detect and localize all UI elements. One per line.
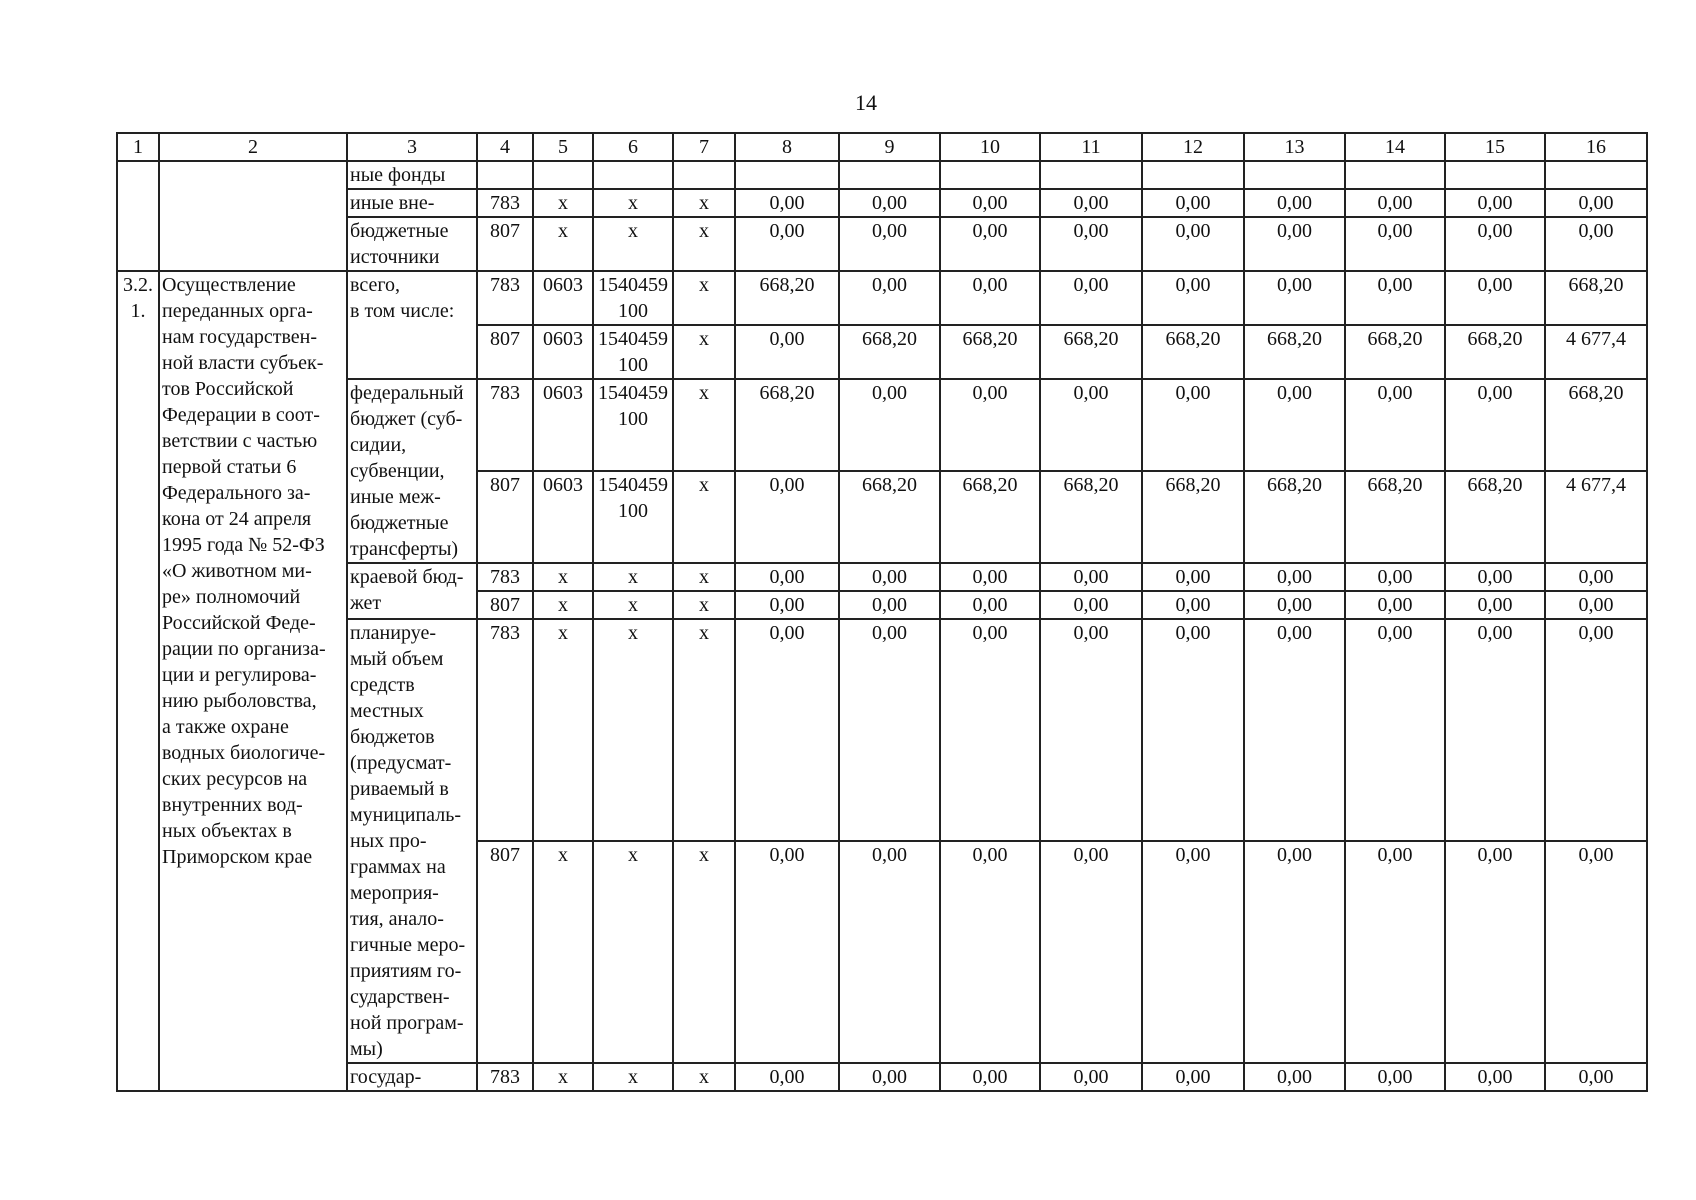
code-cell: 783 — [477, 379, 533, 471]
source-label: бюджетные источники — [347, 217, 477, 271]
amount-cell: 0,00 — [839, 591, 940, 619]
amount-cell: 0,00 — [839, 841, 940, 1063]
empty-cell — [1142, 161, 1244, 189]
amount-cell: 0,00 — [1040, 591, 1142, 619]
amount-cell: 0,00 — [735, 189, 839, 217]
expense-type-cell: х — [673, 471, 735, 563]
source-label: всего, в том числе: — [347, 271, 477, 379]
target-article-cell: х — [593, 217, 673, 271]
amount-cell: 0,00 — [1142, 379, 1244, 471]
target-article-cell: х — [593, 591, 673, 619]
code-cell: 783 — [477, 563, 533, 591]
amount-cell: 668,20 — [1040, 471, 1142, 563]
amount-cell: 0,00 — [1545, 841, 1647, 1063]
source-label: планируе- мый объем средств местных бюджетов (предусмат- риваемый в муниципаль- ных про- граммах на мероприя- тия, анало- гичные меро- приятиям го- сударствен- ной програм- мы) — [347, 619, 477, 1063]
expense-type-cell: х — [673, 217, 735, 271]
amount-cell: 0,00 — [1142, 271, 1244, 325]
amount-cell: 668,20 — [1142, 471, 1244, 563]
target-article-cell: 1540459 100 — [593, 325, 673, 379]
amount-cell: 668,20 — [1244, 325, 1345, 379]
column-header: 6 — [593, 133, 673, 161]
amount-cell: 0,00 — [1545, 619, 1647, 841]
code-cell: 807 — [477, 591, 533, 619]
expense-type-cell: х — [673, 841, 735, 1063]
header-row — [117, 133, 1647, 161]
amount-cell: 0,00 — [839, 189, 940, 217]
column-header: 4 — [477, 133, 533, 161]
expense-type-cell: х — [673, 379, 735, 471]
target-article-cell: 1540459 100 — [593, 271, 673, 325]
amount-cell: 0,00 — [1244, 563, 1345, 591]
amount-cell: 0,00 — [1040, 271, 1142, 325]
item-name: Осуществление переданных орга- нам государствен- ной власти субъек- тов Российской Федерации в соот- ветствии с частью первой статьи 6 Федерального за- кона от 24 апреля 1995 года № 52-ФЗ «О животном ми- ре» полномочий Российской Феде- рации по организа- ции и регулирова- нию рыболовства, а также охране водных биологиче- ских ресурсов на внутренних вод- ных объектах в Приморском крае — [159, 271, 347, 1091]
target-article-cell: 1540459 100 — [593, 379, 673, 471]
amount-cell: 0,00 — [940, 619, 1040, 841]
source-label: краевой бюд- жет — [347, 563, 477, 619]
amount-cell: 0,00 — [1445, 591, 1545, 619]
column-header: 8 — [735, 133, 839, 161]
empty-cell — [1244, 161, 1345, 189]
source-label: государ- — [347, 1063, 477, 1091]
amount-cell: 0,00 — [1545, 563, 1647, 591]
amount-cell: 0,00 — [1142, 591, 1244, 619]
code-cell: 807 — [477, 325, 533, 379]
amount-cell: 0,00 — [1345, 841, 1445, 1063]
amount-cell: 0,00 — [940, 591, 1040, 619]
column-header: 15 — [1445, 133, 1545, 161]
amount-cell: 0,00 — [735, 841, 839, 1063]
section-cell: х — [533, 217, 593, 271]
expense-type-cell: х — [673, 271, 735, 325]
item-number: 3.2. 1. — [117, 271, 159, 1091]
amount-cell: 0,00 — [940, 841, 1040, 1063]
empty-cell — [839, 161, 940, 189]
code-cell: 783 — [477, 619, 533, 841]
amount-cell: 0,00 — [1142, 563, 1244, 591]
code-cell: 807 — [477, 217, 533, 271]
amount-cell: 0,00 — [839, 563, 940, 591]
source-label: ные фонды — [347, 161, 477, 189]
empty-cell — [477, 161, 533, 189]
column-header: 2 — [159, 133, 347, 161]
amount-cell: 0,00 — [1345, 591, 1445, 619]
column-header: 16 — [1545, 133, 1647, 161]
amount-cell: 0,00 — [940, 217, 1040, 271]
empty-cell — [1445, 161, 1545, 189]
amount-cell: 0,00 — [1244, 379, 1345, 471]
amount-cell: 4 677,4 — [1545, 471, 1647, 563]
amount-cell: 0,00 — [940, 379, 1040, 471]
amount-cell: 0,00 — [1142, 217, 1244, 271]
amount-cell: 0,00 — [1244, 189, 1345, 217]
amount-cell: 668,20 — [839, 325, 940, 379]
amount-cell: 0,00 — [1545, 1063, 1647, 1091]
column-header: 7 — [673, 133, 735, 161]
amount-cell: 0,00 — [1244, 1063, 1345, 1091]
amount-cell: 668,20 — [735, 271, 839, 325]
amount-cell: 0,00 — [1345, 379, 1445, 471]
column-header: 1 — [117, 133, 159, 161]
amount-cell: 668,20 — [1545, 379, 1647, 471]
amount-cell: 0,00 — [1545, 189, 1647, 217]
amount-cell: 0,00 — [1445, 1063, 1545, 1091]
empty-cell — [673, 161, 735, 189]
target-article-cell: х — [593, 189, 673, 217]
empty-cell — [1040, 161, 1142, 189]
amount-cell: 0,00 — [940, 1063, 1040, 1091]
expense-type-cell: х — [673, 619, 735, 841]
table-row — [117, 271, 1647, 325]
amount-cell: 0,00 — [1345, 189, 1445, 217]
amount-cell: 668,20 — [735, 379, 839, 471]
target-article-cell: х — [593, 841, 673, 1063]
table-row — [117, 563, 1647, 591]
amount-cell: 0,00 — [1040, 841, 1142, 1063]
amount-cell: 668,20 — [1040, 325, 1142, 379]
table-row — [117, 379, 1647, 471]
table-row — [117, 217, 1647, 271]
code-cell: 783 — [477, 189, 533, 217]
amount-cell: 0,00 — [1445, 217, 1545, 271]
code-cell: 783 — [477, 271, 533, 325]
amount-cell: 668,20 — [940, 471, 1040, 563]
amount-cell: 0,00 — [839, 1063, 940, 1091]
amount-cell: 0,00 — [1345, 217, 1445, 271]
column-header: 9 — [839, 133, 940, 161]
section-cell: х — [533, 563, 593, 591]
amount-cell: 0,00 — [735, 1063, 839, 1091]
amount-cell: 0,00 — [1445, 379, 1545, 471]
amount-cell: 0,00 — [940, 563, 1040, 591]
column-header: 13 — [1244, 133, 1345, 161]
amount-cell: 0,00 — [1345, 1063, 1445, 1091]
section-cell: 0603 — [533, 271, 593, 325]
amount-cell: 0,00 — [1244, 271, 1345, 325]
amount-cell: 668,20 — [1545, 271, 1647, 325]
empty-cell — [533, 161, 593, 189]
amount-cell: 0,00 — [735, 619, 839, 841]
amount-cell: 0,00 — [1244, 841, 1345, 1063]
source-label: федеральный бюджет (суб- сидии, субвенции, иные меж- бюджетные трансферты) — [347, 379, 477, 563]
empty-cell — [940, 161, 1040, 189]
amount-cell: 0,00 — [735, 591, 839, 619]
column-header: 14 — [1345, 133, 1445, 161]
section-cell: х — [533, 189, 593, 217]
table-row — [117, 1063, 1647, 1091]
amount-cell: 0,00 — [1142, 619, 1244, 841]
source-label: иные вне- — [347, 189, 477, 217]
expense-type-cell: х — [673, 325, 735, 379]
section-cell: х — [533, 841, 593, 1063]
budget-table — [116, 132, 1648, 1092]
amount-cell: 668,20 — [1345, 325, 1445, 379]
section-cell: х — [533, 1063, 593, 1091]
column-header: 3 — [347, 133, 477, 161]
amount-cell: 0,00 — [1345, 271, 1445, 325]
amount-cell: 0,00 — [1445, 271, 1545, 325]
amount-cell: 0,00 — [1445, 619, 1545, 841]
amount-cell: 0,00 — [839, 619, 940, 841]
target-article-cell: 1540459 100 — [593, 471, 673, 563]
amount-cell: 0,00 — [1142, 1063, 1244, 1091]
section-cell: 0603 — [533, 325, 593, 379]
amount-cell: 668,20 — [839, 471, 940, 563]
section-cell: 0603 — [533, 471, 593, 563]
amount-cell: 0,00 — [1040, 1063, 1142, 1091]
amount-cell: 0,00 — [1445, 563, 1545, 591]
column-header: 10 — [940, 133, 1040, 161]
amount-cell: 0,00 — [1244, 217, 1345, 271]
amount-cell: 0,00 — [1545, 591, 1647, 619]
amount-cell: 668,20 — [1445, 325, 1545, 379]
section-cell: х — [533, 619, 593, 841]
amount-cell: 0,00 — [735, 217, 839, 271]
table-row — [117, 189, 1647, 217]
amount-cell: 668,20 — [940, 325, 1040, 379]
empty-cell — [1545, 161, 1647, 189]
amount-cell: 0,00 — [1244, 591, 1345, 619]
amount-cell: 0,00 — [1445, 841, 1545, 1063]
expense-type-cell: х — [673, 591, 735, 619]
expense-type-cell: х — [673, 189, 735, 217]
number-cell — [117, 161, 159, 271]
column-header: 11 — [1040, 133, 1142, 161]
target-article-cell: х — [593, 563, 673, 591]
amount-cell: 0,00 — [1142, 189, 1244, 217]
table-row — [117, 619, 1647, 841]
name-cell — [159, 161, 347, 271]
empty-cell — [735, 161, 839, 189]
amount-cell: 0,00 — [1040, 189, 1142, 217]
code-cell: 807 — [477, 471, 533, 563]
amount-cell: 0,00 — [1040, 379, 1142, 471]
empty-cell — [1345, 161, 1445, 189]
code-cell: 783 — [477, 1063, 533, 1091]
target-article-cell: х — [593, 619, 673, 841]
target-article-cell: х — [593, 1063, 673, 1091]
amount-cell: 0,00 — [1445, 189, 1545, 217]
page-number: 14 — [855, 90, 877, 115]
amount-cell: 0,00 — [735, 471, 839, 563]
section-cell: 0603 — [533, 379, 593, 471]
amount-cell: 0,00 — [839, 217, 940, 271]
amount-cell: 0,00 — [1345, 619, 1445, 841]
section-cell: х — [533, 591, 593, 619]
amount-cell: 0,00 — [940, 189, 1040, 217]
amount-cell: 0,00 — [1244, 619, 1345, 841]
amount-cell: 0,00 — [1040, 563, 1142, 591]
amount-cell: 0,00 — [940, 271, 1040, 325]
amount-cell: 0,00 — [1345, 563, 1445, 591]
expense-type-cell: х — [673, 1063, 735, 1091]
empty-cell — [593, 161, 673, 189]
expense-type-cell: х — [673, 563, 735, 591]
column-header: 5 — [533, 133, 593, 161]
column-header: 12 — [1142, 133, 1244, 161]
amount-cell: 0,00 — [839, 271, 940, 325]
amount-cell: 0,00 — [1040, 619, 1142, 841]
code-cell: 807 — [477, 841, 533, 1063]
amount-cell: 4 677,4 — [1545, 325, 1647, 379]
amount-cell: 668,20 — [1345, 471, 1445, 563]
amount-cell: 668,20 — [1244, 471, 1345, 563]
amount-cell: 0,00 — [839, 379, 940, 471]
amount-cell: 0,00 — [1545, 217, 1647, 271]
table-row — [117, 161, 1647, 189]
amount-cell: 0,00 — [1040, 217, 1142, 271]
amount-cell: 0,00 — [735, 325, 839, 379]
amount-cell: 0,00 — [735, 563, 839, 591]
amount-cell: 668,20 — [1142, 325, 1244, 379]
amount-cell: 0,00 — [1142, 841, 1244, 1063]
amount-cell: 668,20 — [1445, 471, 1545, 563]
